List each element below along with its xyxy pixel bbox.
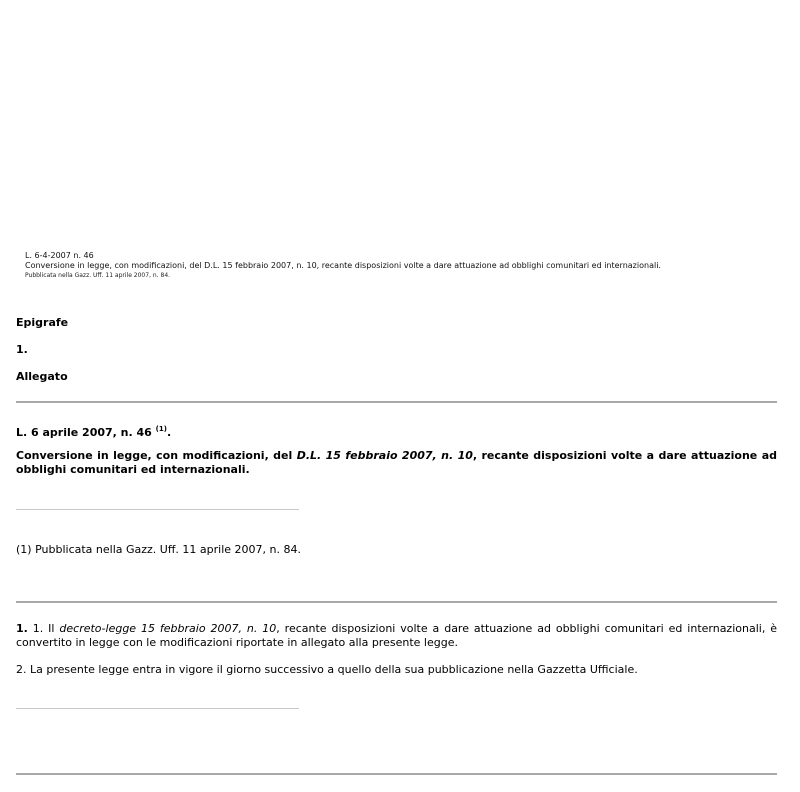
document-header [25, 251, 661, 280]
law-title-footnote-ref[interactable]: (1) [155, 425, 167, 433]
header-publication-note: Pubblicata nella Gazz. Uff. 11 aprile 2007, n. 84. [25, 272, 171, 279]
header-law-subject: Conversione in legge, con modificazioni, del D.L. 15 febbraio 2007, n. 10, recante disposizioni volte a dare attuazione ad obblighi comunitari ed internazionali. [25, 261, 661, 270]
toc-item-article-1[interactable]: 1. [16, 343, 28, 356]
footnote: (1) Pubblicata nella Gazz. Uff. 11 aprile 2007, n. 84. [16, 543, 301, 556]
law-description [16, 449, 777, 477]
article-divider [16, 708, 299, 709]
article-decree-ref: decreto-legge 15 febbraio 2007, n. 10 [59, 622, 277, 635]
article-1-paragraph-1 [16, 622, 777, 650]
article-number: 1. [16, 622, 28, 635]
section-divider [16, 601, 777, 603]
law-title-period: . [166, 426, 172, 439]
section-divider [16, 773, 777, 775]
law-description-decree-ref: D.L. 15 febbraio 2007, n. 10 [296, 449, 473, 462]
table-of-contents [16, 316, 68, 397]
header-law-reference: L. 6-4-2007 n. 46 [25, 251, 94, 260]
toc-item-allegato[interactable]: Allegato [16, 370, 68, 383]
article-1-paragraph-2: 2. La presente legge entra in vigore il giorno successivo a quello della sua pubblicazione nella Gazzetta Ufficiale. [16, 663, 638, 676]
law-description-text-end: , recante disposizioni volte a dare attuazione ad obblighi comunitari ed internazionali. [16, 449, 777, 476]
footnote-divider [16, 509, 299, 510]
law-title-text: L. 6 aprile 2007, n. 46 [16, 426, 152, 439]
section-divider [16, 401, 777, 403]
article-paragraph-text: , recante disposizioni volte a dare attuazione ad obblighi comunitari ed internazionali, è convertito in legge con le modificazioni riportate in allegato alla presente legge. [16, 622, 778, 649]
law-title [16, 421, 171, 441]
law-description-text: Conversione in legge, con modificazioni, del [16, 449, 297, 462]
article-paragraph-prefix: 1. Il [27, 622, 60, 635]
toc-item-epigrafe[interactable]: Epigrafe [16, 316, 69, 329]
